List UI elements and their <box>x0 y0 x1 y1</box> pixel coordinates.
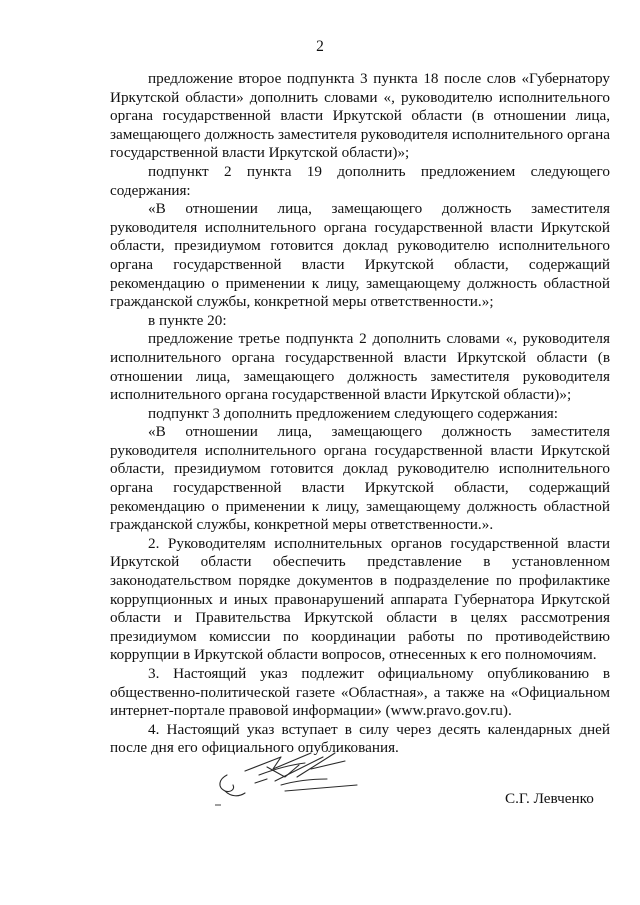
paragraph-amendment-20-3-intro: подпункт 3 дополнить предложением следующего содержания: <box>148 404 558 422</box>
paragraph-amendment-19-text: «В отношении лица, замещающего должность заместителя руководителя исполнительного органа государственной власти Иркутской области, президиумом готовится доклад руководителю исполнительного органа государственной власти Иркутской области, содержащий рекомендацию о применении к лицу, замещающему должность областной гражданской службы, конкретной меры ответственности.»; <box>110 200 610 311</box>
paragraph-item-4: 4. Настоящий указ вступает в силу через десять календарных дней после дня его официального опубликования. <box>110 720 610 757</box>
paragraph-amendment-20-2: предложение третье подпункта 2 дополнить словами «, руководителя исполнительного органа государственной власти Иркутской области (в отношении лица, замещающего должность заместителя руководителя исполнительного органа государственной власти Иркутской области)»; <box>110 330 610 404</box>
paragraph-item-2: 2. Руководителям исполнительных органов государственной власти Иркутской области обеспечить представление в установленном законодательством порядке документов в подразделение по профилактике коррупционных и иных правонарушений аппарата Губернатора Иркутской области и Правительства Иркутской области в целях рассмотрения президиумом комиссии по координации работы по противодействию коррупции в Иркутской области вопросов, отнесенных к его полномочиям. <box>110 534 610 664</box>
paragraph-amendment-20-3-text: «В отношении лица, замещающего должность заместителя руководителя исполнительного органа государственной власти Иркутской области, президиумом готовится доклад руководителю исполнительного органа государственной власти Иркутской области, содержащий рекомендацию о применении к лицу, замещающему должность областной гражданской службы, конкретной меры ответственности.». <box>110 423 610 534</box>
handwritten-signature <box>215 735 365 810</box>
page-number: 2 <box>316 38 324 55</box>
paragraph-amendment-19-intro: подпункт 2 пункта 19 дополнить предложением следующего содержания: <box>110 162 610 199</box>
paragraph-item-3: 3. Настоящий указ подлежит официальному опубликованию в общественно-политической газете «Областная», а также на «Официальном интернет-портале правовой информации» (www.pravo.gov.ru). <box>110 665 610 720</box>
paragraph-amendment-18: предложение второе подпункта 3 пункта 18 после слов «Губернатору Иркутской области» дополнить словами «, руководителю исполнительного органа государственной власти Иркутской области (в отношении лица, замещающего должность заместителя руководителя исполнительного органа государственной власти Иркутской области)»; <box>110 70 610 162</box>
signer-name: С.Г. Левченко <box>505 790 594 807</box>
paragraph-point-20-intro: в пункте 20: <box>148 311 227 329</box>
document-body <box>110 70 610 758</box>
